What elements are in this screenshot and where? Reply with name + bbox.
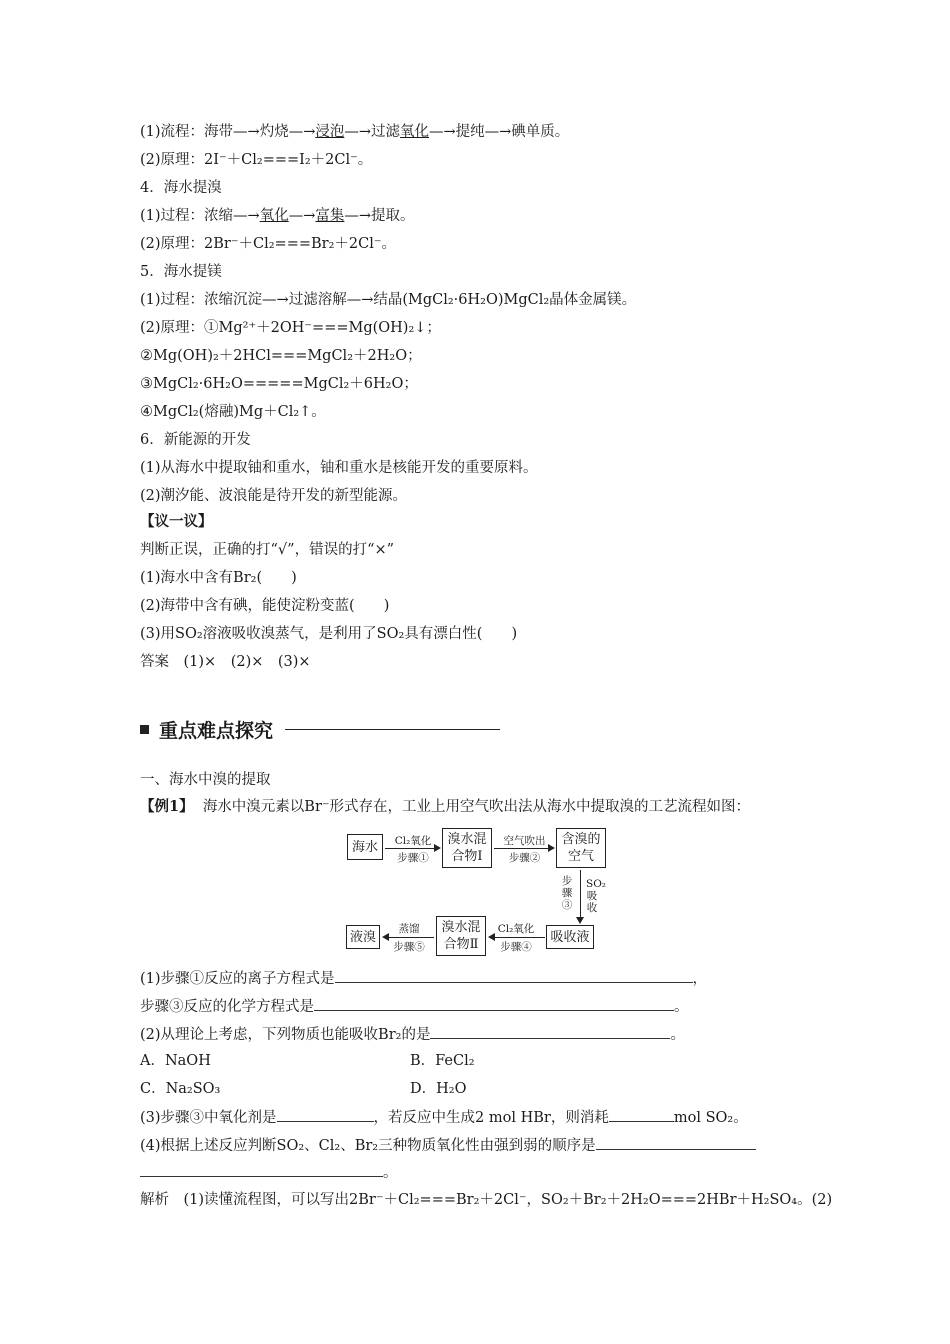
question-2 [140,1024,685,1045]
answer-blank[interactable] [609,1107,674,1122]
principle-iodine: (2)原理：2I⁻＋Cl₂===I₂＋2Cl⁻。 [140,152,373,168]
question-3 [140,1107,748,1128]
principle-mg-4: ④MgCl₂(熔融)Mg＋Cl₂↑。 [140,404,326,420]
text: —→提取。 [344,208,415,224]
question-1b [140,996,689,1017]
q1b-text: 步骤③反应的化学方程式是 [140,999,314,1015]
underlined-term: 浸泡 [315,124,345,140]
heading-magnesium: 5．海水提镁 [140,264,222,280]
option-a: A．NaOH [140,1053,211,1069]
arrow-left-icon [488,933,495,941]
flow-line-iodine [140,122,569,142]
arrow2-top-label: 空气吹出 [503,835,546,847]
arrow2-line [494,848,549,849]
text: (1)过程：浓缩—→ [140,208,260,224]
node-air: 含溴的 空气 [556,828,606,868]
discuss-prompt: 判断正误，正确的打“√”，错误的打“×” [140,542,395,558]
discuss-item-1: (1)海水中含有Br₂( ) [140,570,297,586]
principle-bromine: (2)原理：2Br⁻＋Cl₂===Br₂＋2Cl⁻。 [140,236,397,252]
heading-rule [285,729,500,730]
q3c-text: mol SO₂。 [673,1110,748,1126]
answer-blank[interactable] [335,968,693,983]
punct: 。 [383,1165,398,1181]
option-b: B．FeCl₂ [410,1053,475,1069]
example-text: 海水中溴元素以Br⁻形式存在，工业上用空气吹出法从海水中提取溴的工艺流程如图： [202,799,751,815]
arrow-left-icon [382,933,389,941]
node-mix1: 溴水混 合物Ⅰ [442,828,492,868]
arrow1-top-label: Cl₂氧化 [394,835,432,847]
question-4 [140,1135,756,1156]
principle-mg-3: ③MgCl₂·6H₂O=====MgCl₂＋6H₂O； [140,376,418,392]
arrow5-line [389,937,434,938]
option-d: D．H₂O [410,1081,467,1097]
underlined-term: 富集 [315,208,345,224]
heading-bromine: 4．海水提溴 [140,180,222,196]
arrow4-top-label: Cl₂氧化 [497,923,535,935]
answer-blank[interactable] [277,1107,374,1122]
arrow-right-icon [434,844,441,852]
principle-mg-2: ②Mg(OH)₂＋2HCl===MgCl₂＋2H₂O； [140,348,422,364]
arrow4-line [494,937,545,938]
discuss-item-2: (2)海带中含有碘，能使淀粉变蓝( ) [140,598,390,614]
arrow5-top-label: 蒸馏 [398,923,420,935]
example-label: 【例1】 [140,798,194,815]
section-title: 重点难点探究 [159,719,274,742]
answer-blank[interactable] [140,1162,383,1177]
text: —→过滤 [344,124,400,140]
option-c: C．Na₂SO₃ [140,1081,221,1097]
principle-mg-1: (2)原理：①Mg²⁺＋2OH⁻===Mg(OH)₂↓； [140,320,441,336]
q1a-text: (1)步骤①反应的离子方程式是 [140,971,335,987]
square-bullet-icon [140,725,149,734]
arrow-right-icon [548,844,555,852]
arrow3-right-label: SO₂吸收 [586,878,607,914]
process-magnesium: (1)过程：浓缩沉淀—→过滤溶解—→结晶(MgCl₂·6H₂O)MgCl₂晶体金属镁。 [140,292,637,308]
section-heading [140,715,500,743]
discuss-answer: 答案 (1)× (2)× (3)× [140,654,311,670]
arrow1-bottom-label: 步骤① [397,852,429,864]
answer-blank[interactable] [430,1024,670,1039]
heading-new-energy: 6．新能源的开发 [140,432,251,448]
new-energy-2: (2)潮汐能、波浪能是待开发的新型能源。 [140,488,408,504]
discuss-title: 【议一议】 [140,514,213,530]
punct: 。 [670,1027,685,1043]
arrow4-bottom-label: 步骤④ [500,941,532,953]
new-energy-1: (1)从海水中提取铀和重水，铀和重水是核能开发的重要原料。 [140,460,538,476]
process-bromine [140,206,415,226]
question-4-cont [140,1162,398,1183]
underlined-term: 氧化 [400,124,429,140]
q3a-text: (3)步骤③中氧化剂是 [140,1110,277,1126]
analysis: 解析 (1)读懂流程图，可以写出2Br⁻＋Cl₂===Br₂＋2Cl⁻，SO₂＋Br₂＋2H₂O===2HBr＋H₂SO₄。(2) [140,1192,833,1208]
node-liquid: 液溴 [346,925,380,949]
arrow3-left-label: 步骤③ [561,875,573,911]
punct: ， [692,971,708,987]
arrow1-line [385,848,435,849]
sub-title: 一、海水中溴的提取 [140,772,271,788]
answer-blank[interactable] [596,1135,756,1150]
text: —→ [288,208,316,224]
answer-blank[interactable] [314,996,674,1011]
underlined-term: 氧化 [259,208,289,224]
arrow2-bottom-label: 步骤② [508,852,541,864]
arrow5-bottom-label: 步骤⑤ [393,941,425,953]
question-1a [140,968,707,989]
discuss-item-3: (3)用SO₂溶液吸收溴蒸气，是利用了SO₂具有漂白性( ) [140,626,518,642]
punct: 。 [674,999,689,1015]
node-mix2: 溴水混 合物Ⅱ [436,916,486,956]
q4-text: (4)根据上述反应判断SO₂、Cl₂、Br₂三种物质氧化性由强到弱的顺序是 [140,1138,596,1154]
example-intro [140,797,750,817]
q2-text: (2)从理论上考虑，下列物质也能吸收Br₂的是 [140,1027,431,1043]
text: —→提纯—→碘单质。 [429,124,570,140]
node-seawater: 海水 [347,834,383,860]
node-absorb: 吸收液 [546,925,594,949]
arrow3-line [580,870,581,918]
text: (1)流程：海带—→灼烧—→ [140,124,316,140]
arrow-down-icon [576,917,584,924]
q3b-text: ，若反应中生成2 mol HBr，则消耗 [373,1110,609,1126]
